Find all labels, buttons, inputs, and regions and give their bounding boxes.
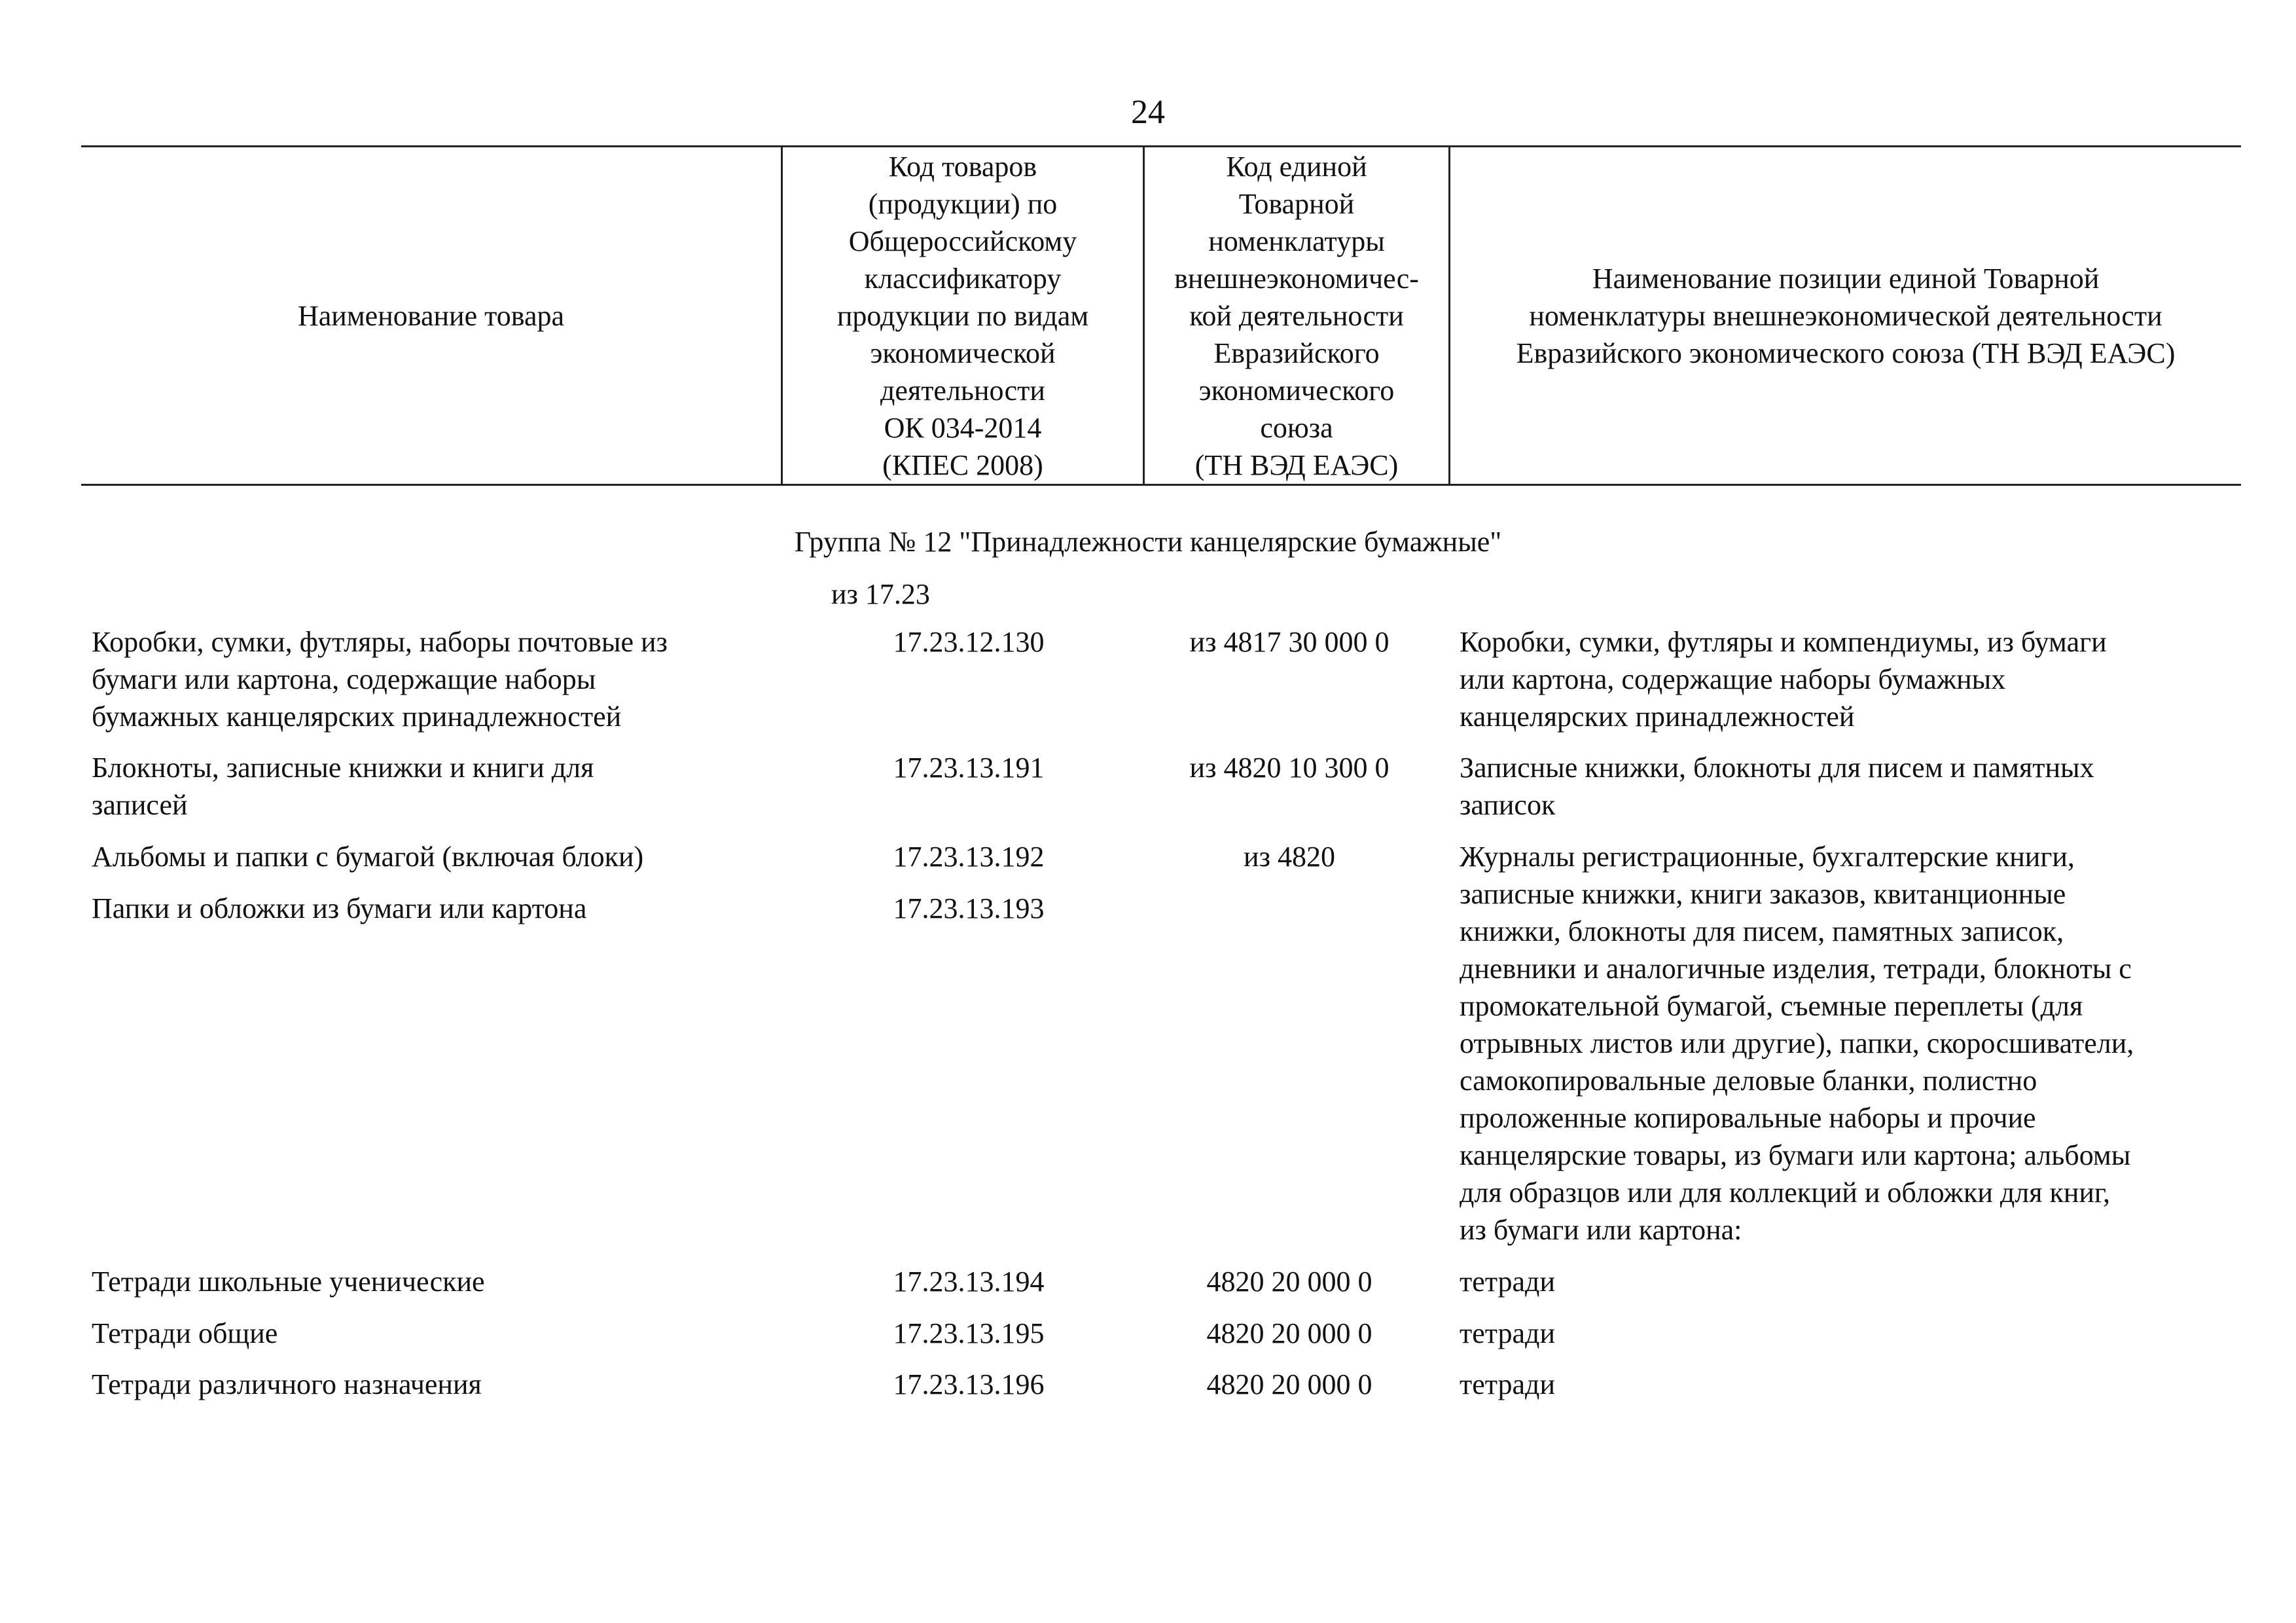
okpd-code: 17.23.13.196	[893, 1368, 1045, 1400]
header-label-product-name: Наименование товара	[297, 299, 565, 332]
product-name: Папки и обложки из бумаги или картона	[92, 892, 587, 924]
header-label-okpd-code: Код товаров (продукции) по Общероссийскому классификатору продукции по видам экономической деятельности ОК 034-2014 (КПЕС 2008)	[836, 150, 1089, 481]
tnved-description: Записные книжки, блокноты для писем и памятных записок	[1460, 752, 2094, 821]
header-label-tnved-code: Код единой Товарной номенклатуры внешнеэкономичес- кой деятельности Евразийского экономического союза (ТН ВЭД ЕАЭС)	[1174, 150, 1419, 481]
tnved-description: тетради	[1460, 1368, 1555, 1400]
group-code: из 17.23	[831, 578, 930, 610]
page-number: 24	[1131, 94, 1165, 131]
tnved-code: из 4817 30 000 0	[1189, 626, 1390, 658]
tnved-code: 4820 20 000 0	[1206, 1368, 1372, 1400]
product-name: Коробки, сумки, футляры, наборы почтовые из бумаги или картона, содержащие наборы бумажных канцелярских принадлежностей	[92, 626, 668, 733]
tnved-description: Коробки, сумки, футляры и компендиумы, из бумаги или картона, содержащие наборы бумажных канцелярских принадлежностей	[1460, 626, 2107, 733]
product-name: Тетради школьные ученические	[92, 1266, 485, 1298]
okpd-code: 17.23.13.195	[893, 1317, 1045, 1349]
header-label-tnved-name: Наименование позиции единой Товарной номенклатуры внешнеэкономической деятельности Евразийского экономического союза (ТН ВЭД ЕАЭС)	[1516, 262, 2176, 369]
tnved-description: Журналы регистрационные, бухгалтерские книги, записные книжки, книги заказов, квитанционные книжки, блокноты для писем, памятных записок, дневники и аналогичные изделия, тетради, блокноты с промокательной бумагой, съемные переплеты (для отрывных листов или другие), папки, скоросшиватели, самокопировальные деловые бланки, полистно проложенные копировальные наборы и прочие канцелярские товары, из бумаги или картона; альбомы для образцов или для коллекций и обложки для книг, из бумаги или картона:	[1460, 841, 2134, 1246]
tnved-code: из 4820 10 300 0	[1189, 752, 1390, 784]
product-name: Блокноты, записные книжки и книги для записей	[92, 752, 594, 821]
tnved-code: 4820 20 000 0	[1206, 1266, 1372, 1298]
product-name: Альбомы и папки с бумагой (включая блоки)	[92, 841, 644, 873]
product-name: Тетради общие	[92, 1317, 278, 1349]
okpd-code: 17.23.12.130	[893, 626, 1045, 658]
tnved-description: тетради	[1460, 1317, 1555, 1349]
group-title: Группа № 12 "Принадлежности канцелярские бумажные"	[794, 526, 1502, 558]
okpd-code: 17.23.13.192	[893, 841, 1045, 873]
product-name: Тетради различного назначения	[92, 1368, 482, 1400]
okpd-code: 17.23.13.194	[893, 1266, 1045, 1298]
okpd-code: 17.23.13.193	[893, 892, 1045, 924]
tnved-description: тетради	[1460, 1266, 1555, 1298]
tnved-code: 4820 20 000 0	[1206, 1317, 1372, 1349]
tnved-code: из 4820	[1244, 841, 1335, 873]
okpd-code: 17.23.13.191	[893, 752, 1045, 784]
